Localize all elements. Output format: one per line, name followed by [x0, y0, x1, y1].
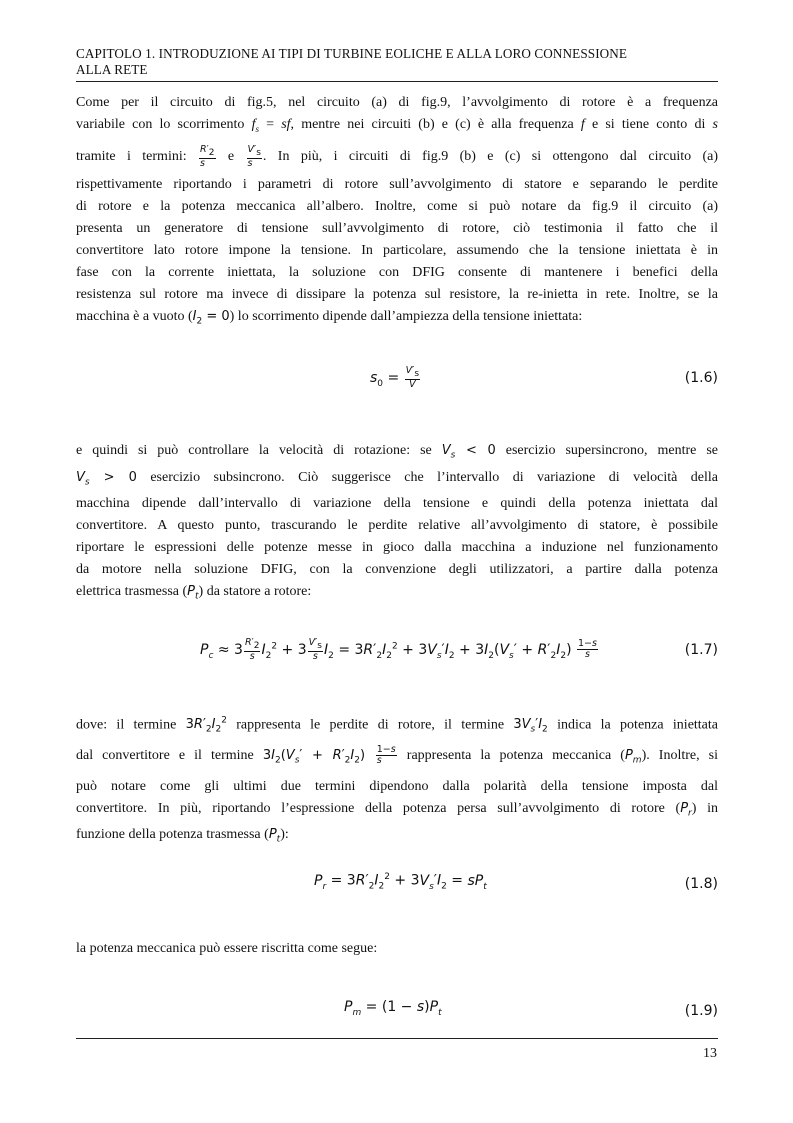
- header-line-1: CAPITOLO 1. INTRODUZIONE AI TIPI DI TURBINE EOLICHE E ALLA LORO CONNESSIONE: [76, 46, 628, 61]
- equation-number: (1.7): [684, 642, 718, 658]
- p2-line: $V_s > 0$ esercizio subsincrono. Ciò suggerisce che l’intervallo di variazione di velocità della: [76, 469, 719, 488]
- equation-expression: $P_r = 3R'_2I_2^2 + 3V_s'I_2 = sP_t$: [314, 872, 487, 892]
- p1-line: convertitore lato rotore impone la tensione. In particolare, assumendo che la tensione iniettata è in: [76, 242, 718, 258]
- p3-line: può notare come gli ultimi due termini dipendono dalla polarità della tensione imposta dal: [76, 778, 718, 794]
- equation-number: (1.6): [684, 370, 718, 386]
- p3-line: funzione della potenza trasmessa $(P_t)$:: [76, 827, 289, 845]
- paragraph-1: [76, 92, 718, 332]
- p3-line: dal convertitore e il termine $3I_2(V_s' + R'_2I_2)$ $\frac{1-s}{s}$ rappresenta la potenza meccanica $(P_m)$. Inoltre, si: [76, 743, 719, 766]
- paragraph-4: [76, 938, 718, 960]
- paragraph-2: [76, 440, 718, 608]
- p3-line: dove: il termine $3R'_2I_2^2$ rappresenta le perdite di rotore, il termine $3V_s'I_2$ indica la potenza iniettata: [76, 716, 719, 735]
- equation-1-9: [76, 999, 718, 1029]
- p4-line: la potenza meccanica può essere riscritta come segue:: [76, 941, 378, 956]
- running-header: [76, 46, 718, 78]
- header-line-2: ALLA RETE: [76, 62, 148, 77]
- paragraph-3: [76, 710, 718, 851]
- p1-line: fase con la corrente iniettata, la soluzione con DFIG consente di mantenere i benefici della: [76, 264, 718, 280]
- equation-expression: $P_m = (1 - s)P_t$: [344, 999, 442, 1018]
- equation-expression: $s_0$ = $\frac{V'_s}{V}$: [370, 365, 420, 390]
- footer-rule: [76, 1038, 718, 1039]
- p1-line: variabile con lo scorrimento $f_s$ = sf, mentre nei circuiti (b) e (c) è alla frequenza f e si tiene conto di s: [76, 117, 718, 134]
- p1-line: macchina è a vuoto $(I_2 = 0)$ lo scorrimento dipende dall’ampiezza della tensione iniettata:: [76, 308, 583, 327]
- equation-number: (1.8): [684, 876, 718, 892]
- page-number: 13: [703, 1046, 717, 1061]
- equation-expression: $P_c \approx 3$ $\frac{R'_2}{s}$ $I_2^2 + 3$ $\frac{V'_s}{s}$ $I_2 = 3R'_2I_2^2 + 3V_s'I_2 + 3I_2(V_s' + R'_2I_2)$ $\frac{1-s}{s}$: [200, 637, 597, 662]
- p2-line: elettrica trasmessa $(P_t)$ da statore a rotore:: [76, 584, 312, 602]
- equation-number: (1.9): [684, 1003, 718, 1019]
- p1-line: presenta un generatore di tensione sull’avvolgimento di rotore, ciò testimonia il fatto che il: [76, 220, 718, 236]
- p1-line: resistenza sul rotore ma invece di dissipare la potenza sul resistore, la re-inietta in rete. Inoltre, se la: [76, 286, 718, 302]
- p1-line: tramite i termini: $\frac{R'_2}{s}$ e $\frac{V'_s}{s}$ . In più, i circuiti di fig.9 (b) e (c) si ottengono dal circuito (a): [76, 143, 719, 169]
- equation-1-6: [76, 366, 718, 396]
- p2-line: e quindi si può controllare la velocità di rotazione: se $V_s < 0$ esercizio supersincrono, mentre se: [76, 443, 718, 461]
- header-rule: [76, 81, 718, 82]
- p2-line: convertitore. A questo punto, trascurando le perdite relative all’avvolgimento di statore, è possibile: [76, 518, 718, 534]
- equation-1-7: [76, 638, 718, 668]
- p2-line: riportare le espressioni delle potenze messe in gioco dalla macchina a induzione nel funzionamento: [76, 540, 718, 556]
- p2-line: da motore nella soluzione DFIG, con la convenzione degli utilizzatori, a partire dalla potenza: [76, 562, 718, 578]
- p1-line: di rotore e la potenza meccanica all’albero. Inoltre, come si può notare da fig.9 il circuito (a): [76, 198, 718, 214]
- p3-line: convertitore. In più, riportando l’espressione della potenza persa sull’avvolgimento di rotore $(P_r)$ in: [76, 800, 718, 819]
- p1-line: Come per il circuito di fig.5, nel circuito (a) di fig.9, l’avvolgimento di rotore è a frequenza: [76, 95, 718, 110]
- p2-line: macchina dipende dall’intervallo di variazione della tensione e quindi della potenza iniettata dal: [76, 496, 718, 512]
- equation-1-8: [76, 872, 718, 902]
- p1-line: rispettivamente riportando i parametri di rotore sull’avvolgimento di statore e separando le perdite: [76, 176, 718, 192]
